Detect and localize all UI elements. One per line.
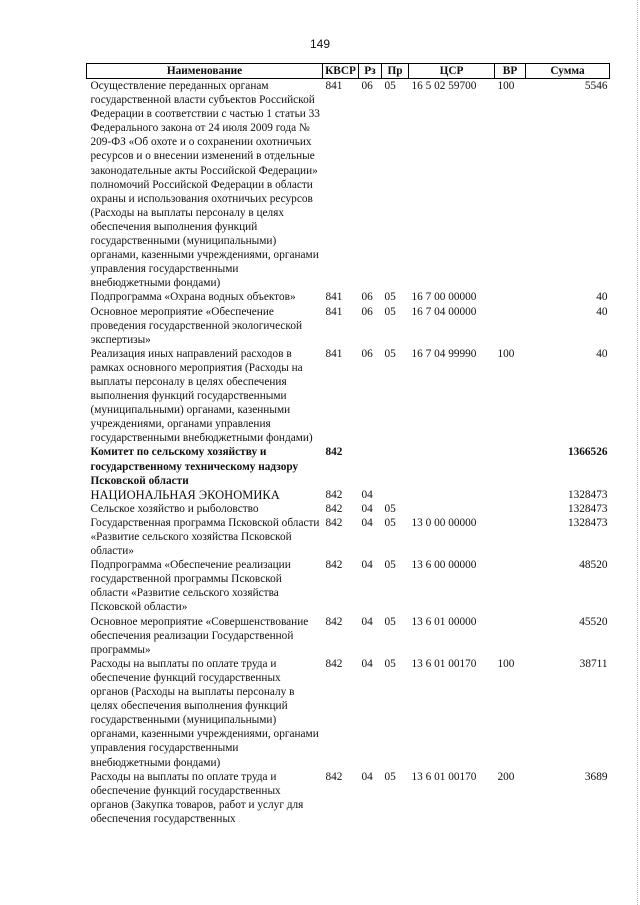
cell-name: Государственная программа Псковской области «Развитие сельского хозяйства Псковской области» xyxy=(90,516,320,558)
cell-name: НАЦИОНАЛЬНАЯ ЭКОНОМИКА xyxy=(90,487,280,502)
cell-sum: 48520 xyxy=(579,559,608,572)
cell-vr xyxy=(495,445,526,487)
cell-name: Комитет по сельскому хозяйству и государственному техническому надзору Псковской области xyxy=(90,446,299,487)
cell-csr: 13 6 01 00170 xyxy=(411,657,477,670)
cell-name: Расходы на выплаты по оплате труда и обеспечение функций государственных органов (Закупка товаров, работ и услуг для обеспечения государственных xyxy=(90,770,304,825)
cell-vr xyxy=(495,305,526,347)
header-pr: Пр xyxy=(382,64,409,79)
header-kvsr: КВСР xyxy=(323,64,359,79)
cell-csr xyxy=(409,488,495,502)
table-row xyxy=(87,290,610,304)
cell-kvsr: 842 xyxy=(325,502,343,515)
cell-pr: 05 xyxy=(384,80,396,92)
cell-rz: 06 xyxy=(361,347,373,360)
table-row xyxy=(87,488,610,502)
cell-csr: 13 6 01 00170 xyxy=(411,770,477,783)
table-row xyxy=(87,615,610,657)
cell-rz: 04 xyxy=(361,502,373,515)
cell-rz: 04 xyxy=(361,770,373,783)
cell-sum: 40 xyxy=(596,291,608,304)
cell-csr: 16 7 00 00000 xyxy=(411,291,477,304)
page-number: 149 xyxy=(309,37,331,51)
cell-pr: 05 xyxy=(384,615,396,628)
budget-table xyxy=(86,63,610,826)
table-row xyxy=(87,445,610,487)
header-rz: Рз xyxy=(359,64,382,79)
cell-rz: 06 xyxy=(361,305,373,318)
cell-rz: 04 xyxy=(361,615,373,628)
scan-edge-line xyxy=(637,0,638,905)
cell-kvsr: 841 xyxy=(325,291,343,304)
cell-vr xyxy=(495,558,526,614)
cell-name: Реализация иных направлений расходов в рамках основного мероприятия (Расходы на выплаты персоналу в целях обеспечения выполнения функций государственными (муниципальными) органами, казенными учреждениями, органами управления государственными внебюджетными фондами) xyxy=(90,347,313,445)
cell-kvsr: 841 xyxy=(325,347,343,360)
cell-name: Расходы на выплаты по оплате труда и обеспечение функций государственных органов (Расходы на выплаты персоналу в целях обеспечения выполнения функций государственными (муниципальными) органами, казенными учреждениями, органами управления государственными внебюджетными фондами) xyxy=(90,657,319,769)
table-row xyxy=(87,558,610,614)
cell-pr: 05 xyxy=(384,770,396,783)
cell-pr xyxy=(382,488,409,502)
header-sum: Сумма xyxy=(526,64,610,79)
cell-vr: 100 xyxy=(497,80,515,92)
cell-sum: 38711 xyxy=(579,657,608,670)
cell-name: Основное мероприятие «Обеспечение проведения государственной экологической экспертизы» xyxy=(90,305,303,346)
cell-csr: 13 0 00 00000 xyxy=(411,516,477,529)
table-row xyxy=(87,79,610,291)
cell-vr xyxy=(495,615,526,657)
cell-vr xyxy=(495,502,526,516)
cell-csr xyxy=(409,502,495,516)
cell-sum: 1328473 xyxy=(567,488,608,501)
cell-sum: 45520 xyxy=(579,615,608,628)
table-body xyxy=(87,79,610,826)
cell-kvsr: 842 xyxy=(325,559,343,572)
cell-pr: 05 xyxy=(384,347,396,360)
cell-name: Осуществление переданных органам государственной власти субъектов Российской Федерации в соответствии с частью 1 статьи 33 Федерального закона от 24 июля 2009 года № 209-ФЗ «Об охоте и о сохранении охотничьих ресурсов и о внесении изменений в отдельные законодательные акты Российской Федерации» полномочий Российской Федерации в области охраны и использования охотничьих ресурсов (Расходы на выплаты персоналу в целях обеспечения выполнения функций государственными (муниципальными) органами, казенными учреждениями, органами управления государственными внебюджетными фондами) xyxy=(90,80,320,290)
cell-name: Основное мероприятие «Совершенствование обеспечения реализации Государственной программы» xyxy=(90,615,309,656)
header-vr: ВР xyxy=(495,64,526,79)
cell-kvsr: 841 xyxy=(325,305,343,318)
cell-kvsr: 842 xyxy=(325,516,343,529)
cell-kvsr: 842 xyxy=(325,488,343,501)
cell-pr: 05 xyxy=(384,559,396,572)
cell-pr: 05 xyxy=(384,291,396,304)
cell-csr: 16 5 02 59700 xyxy=(411,80,477,92)
cell-csr: 13 6 00 00000 xyxy=(411,559,477,572)
cell-kvsr: 842 xyxy=(325,446,343,459)
cell-pr: 05 xyxy=(384,657,396,670)
cell-pr xyxy=(382,445,409,487)
cell-csr xyxy=(409,445,495,487)
cell-csr: 16 7 04 00000 xyxy=(411,305,477,318)
cell-rz: 04 xyxy=(361,516,373,529)
cell-vr: 100 xyxy=(497,347,515,360)
cell-pr: 05 xyxy=(384,516,396,529)
cell-rz xyxy=(359,445,382,487)
cell-rz: 04 xyxy=(361,559,373,572)
cell-kvsr: 842 xyxy=(325,615,343,628)
cell-rz: 04 xyxy=(361,657,373,670)
table-row xyxy=(87,305,610,347)
cell-kvsr: 842 xyxy=(325,770,343,783)
table-row xyxy=(87,347,610,446)
cell-rz: 06 xyxy=(361,291,373,304)
table-row xyxy=(87,502,610,516)
cell-sum: 1366526 xyxy=(567,446,608,459)
cell-vr xyxy=(495,516,526,558)
cell-kvsr: 842 xyxy=(325,657,343,670)
table-row xyxy=(87,516,610,558)
cell-rz: 04 xyxy=(361,488,373,501)
table-row xyxy=(87,770,610,826)
cell-pr: 05 xyxy=(384,305,396,318)
cell-csr: 13 6 01 00000 xyxy=(411,615,477,628)
cell-sum: 40 xyxy=(596,347,608,360)
header-csr: ЦСР xyxy=(409,64,495,79)
cell-vr: 200 xyxy=(497,770,515,783)
cell-name: Подпрограмма «Охрана водных объектов» xyxy=(90,291,296,304)
cell-vr xyxy=(495,290,526,304)
cell-pr: 05 xyxy=(384,502,396,515)
cell-kvsr: 841 xyxy=(325,80,343,92)
cell-sum: 1328473 xyxy=(567,516,608,529)
cell-sum: 1328473 xyxy=(567,502,608,515)
cell-name: Подпрограмма «Обеспечение реализации государственной программы Псковской области «Развитие сельского хозяйства Псковской области» xyxy=(90,559,291,614)
table-row xyxy=(87,657,610,770)
cell-sum: 3689 xyxy=(584,770,608,783)
cell-csr: 16 7 04 99990 xyxy=(411,347,477,360)
cell-rz: 06 xyxy=(361,80,373,92)
cell-sum: 40 xyxy=(596,305,608,318)
cell-vr: 100 xyxy=(497,657,515,670)
cell-sum: 5546 xyxy=(584,80,608,92)
table-header-row xyxy=(87,64,610,79)
cell-vr xyxy=(495,488,526,502)
header-name: Наименование xyxy=(87,64,323,79)
cell-name: Сельское хозяйство и рыболовство xyxy=(90,502,259,515)
